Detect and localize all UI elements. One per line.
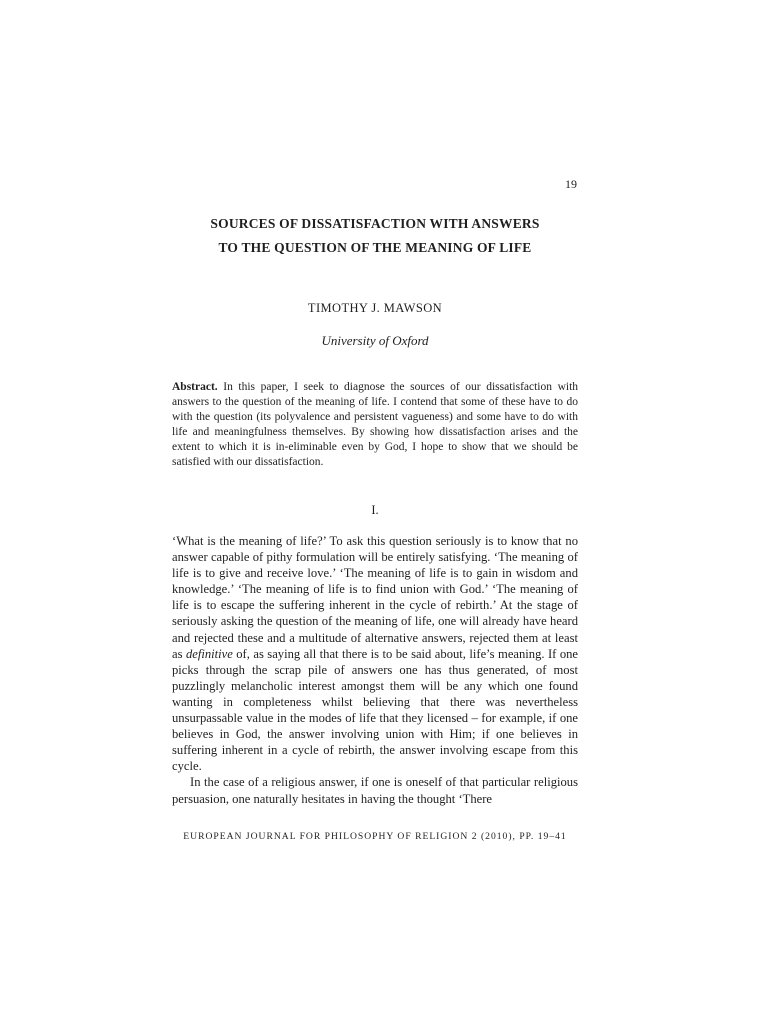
paragraph-1-part-2: of, as saying all that there is to be said about, life’s meaning. If one picks through the scrap pile of answers one has thus generated, of most puzzlingly melancholic interest amongst them will be any which one found wanting in completeness whilst believing that there was nevertheless unsurpassable value in the modes of life that they licensed – for example, if one believes in God, the answer involving union with Him; if one believes in suffering inherent in a cycle of rebirth, the answer involving escape from this cycle. bbox=[172, 646, 579, 774]
abstract bbox=[172, 380, 578, 469]
article-title-line-2: TO THE QUESTION OF THE MEANING OF LIFE bbox=[218, 240, 532, 255]
author-affiliation: University of Oxford bbox=[321, 333, 429, 348]
article-title bbox=[150, 212, 600, 260]
page-number: 19 bbox=[565, 177, 577, 191]
body-paragraph-2: In the case of a religious answer, if one is oneself of that particular religious persuasion, one naturally hesitates in having the thought ‘There bbox=[172, 775, 578, 806]
paragraph-1-italic: definitive bbox=[185, 646, 233, 661]
author-name: TIMOTHY J. MAWSON bbox=[307, 301, 443, 315]
paragraph-1-part-1: ‘What is the meaning of life?’ To ask this question seriously is to know that no answer capable of pithy formulation will be entirely satisfying. ‘The meaning of life is to give and receive love.’ ‘The meaning of life is to gain in wisdom and knowledge.’ ‘The meaning of life is to find union with God.’ ‘The meaning of life is to escape the suffering inherent in the cycle of rebirth.’ At the stage of seriously asking the question of the meaning of life, one will already have heard and rejected these and a multitude of alternative answers, rejected them at least as bbox=[172, 534, 578, 661]
journal-footer: EUROPEAN JOURNAL FOR PHILOSOPHY OF RELIGION 2 (2010), PP. 19–41 bbox=[183, 831, 567, 842]
body-paragraph-1 bbox=[172, 533, 578, 774]
abstract-text: In this paper, I seek to diagnose the sources of our dissatisfaction with answers to the question of the meaning of life. I contend that some of these have to do with the question (its polyvalence and persistent vagueness) and some have to do with life and meaningfulness themselves. By showing how dissatisfaction arises and the extent to which it is in-eliminable even by God, I hope to show that we should be satisfied with our dissatisfaction. bbox=[172, 381, 579, 468]
abstract-label: Abstract. bbox=[172, 381, 218, 393]
section-heading: I. bbox=[371, 503, 379, 517]
article-title-line-1: SOURCES OF DISSATISFACTION WITH ANSWERS bbox=[210, 216, 540, 231]
body-text bbox=[172, 533, 578, 807]
